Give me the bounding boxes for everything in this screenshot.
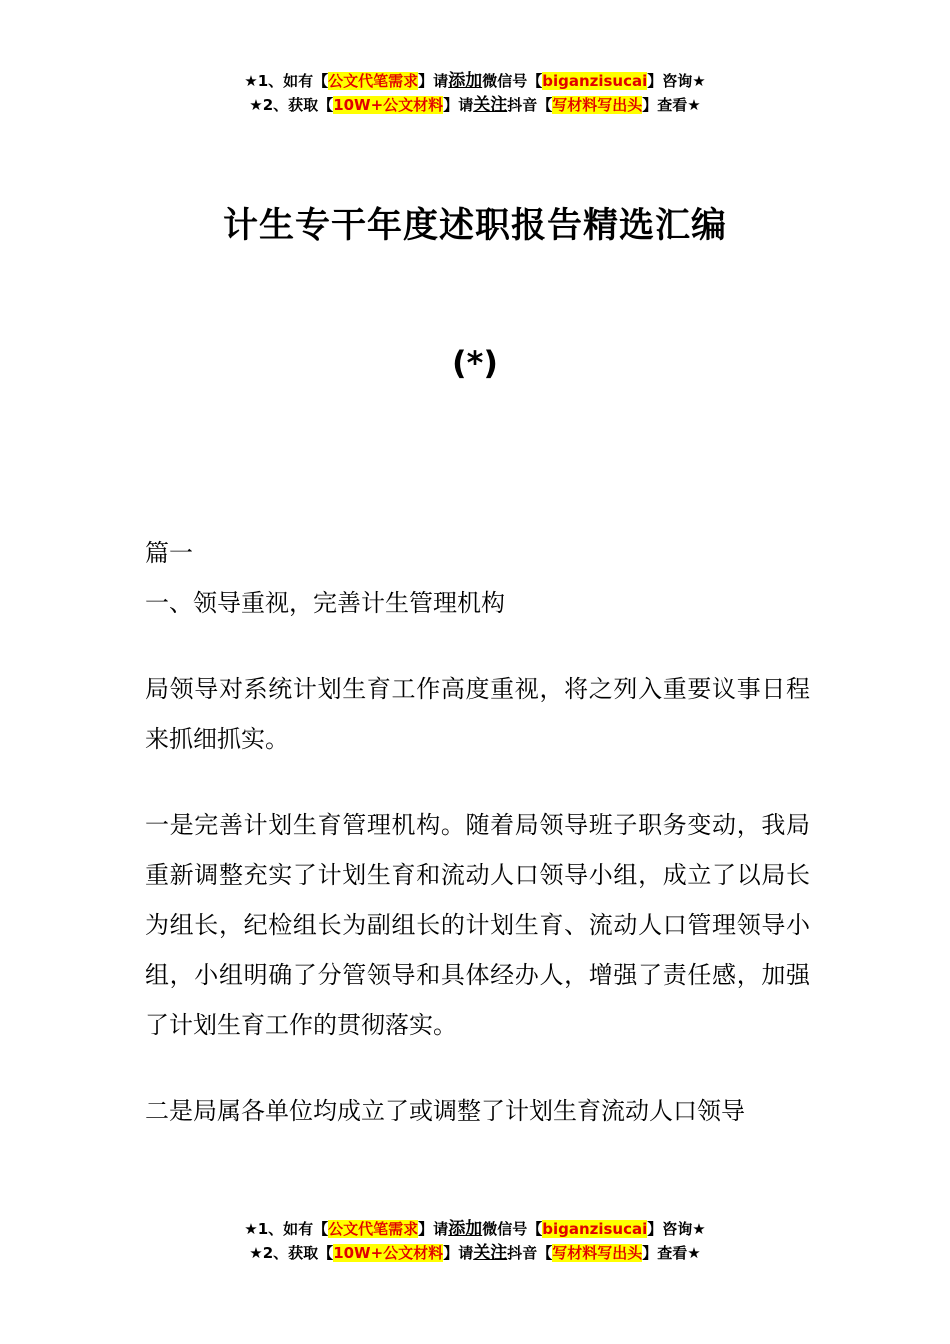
douyin-id-highlight: 写材料写出头 bbox=[552, 1244, 643, 1262]
banner-text: 】咨询★ bbox=[647, 1220, 706, 1238]
banner-text: 】查看★ bbox=[642, 1244, 701, 1262]
banner-text: ★2、获取【 bbox=[249, 96, 334, 114]
douyin-id-highlight: 写材料写出头 bbox=[552, 96, 643, 114]
paragraph-gap bbox=[145, 628, 810, 664]
banner-text: 微信号【 bbox=[482, 1220, 543, 1238]
banner-text: 】请 bbox=[418, 1220, 449, 1238]
paragraph-2: 一是完善计划生育管理机构。随着局领导班子职务变动，我局重新调整充实了计划生育和流动人口领导小组，成立了以局长为组长，纪检组长为副组长的计划生育、流动人口管理领导小组，小组明确了分管领导和具体经办人，增强了责任感，加强了计划生育工作的贯彻落实。 bbox=[145, 811, 810, 1039]
banner-text: 抖音【 bbox=[507, 96, 553, 114]
banner-text: 】请 bbox=[443, 1244, 474, 1262]
material-highlight: 10W+公文材料 bbox=[333, 96, 444, 114]
banner-line-1 bbox=[0, 1217, 950, 1241]
paragraph-gap bbox=[145, 1050, 810, 1086]
follow-emphasis: 关注 bbox=[473, 95, 508, 115]
paragraph-3: 二是局属各单位均成立了或调整了计划生育流动人口领导 bbox=[145, 1097, 745, 1125]
document-title: 计生专干年度述职报告精选汇编 bbox=[222, 206, 727, 246]
banner-text: ★1、如有【 bbox=[244, 1220, 329, 1238]
banner-line-2 bbox=[0, 93, 950, 117]
document-body bbox=[145, 528, 810, 1136]
banner-text: ★2、获取【 bbox=[249, 1244, 334, 1262]
banner-line-2 bbox=[0, 1241, 950, 1265]
wechat-id-highlight: biganzisucai bbox=[542, 72, 648, 90]
paragraph-1: 局领导对系统计划生育工作高度重视，将之列入重要议事日程来抓细抓实。 bbox=[145, 675, 810, 753]
wechat-id-highlight: biganzisucai bbox=[542, 1220, 648, 1238]
paragraph-gap bbox=[145, 764, 810, 800]
service-highlight: 公文代笔需求 bbox=[328, 72, 419, 90]
document-subtitle: (*) bbox=[452, 344, 498, 382]
follow-emphasis: 关注 bbox=[473, 1243, 508, 1263]
material-highlight: 10W+公文材料 bbox=[333, 1244, 444, 1262]
section-label: 篇一 bbox=[145, 539, 193, 567]
banner-text: 抖音【 bbox=[507, 1244, 553, 1262]
section-heading: 一、领导重视，完善计生管理机构 bbox=[145, 589, 505, 617]
add-emphasis: 添加 bbox=[448, 1219, 483, 1239]
footer-banner bbox=[0, 1217, 950, 1265]
banner-text: ★1、如有【 bbox=[244, 72, 329, 90]
service-highlight: 公文代笔需求 bbox=[328, 1220, 419, 1238]
banner-text: 】请 bbox=[418, 72, 449, 90]
banner-text: 】咨询★ bbox=[647, 72, 706, 90]
banner-text: 】查看★ bbox=[642, 96, 701, 114]
add-emphasis: 添加 bbox=[448, 71, 483, 91]
banner-text: 微信号【 bbox=[482, 72, 543, 90]
header-banner bbox=[0, 69, 950, 117]
banner-text: 】请 bbox=[443, 96, 474, 114]
banner-line-1 bbox=[0, 69, 950, 93]
